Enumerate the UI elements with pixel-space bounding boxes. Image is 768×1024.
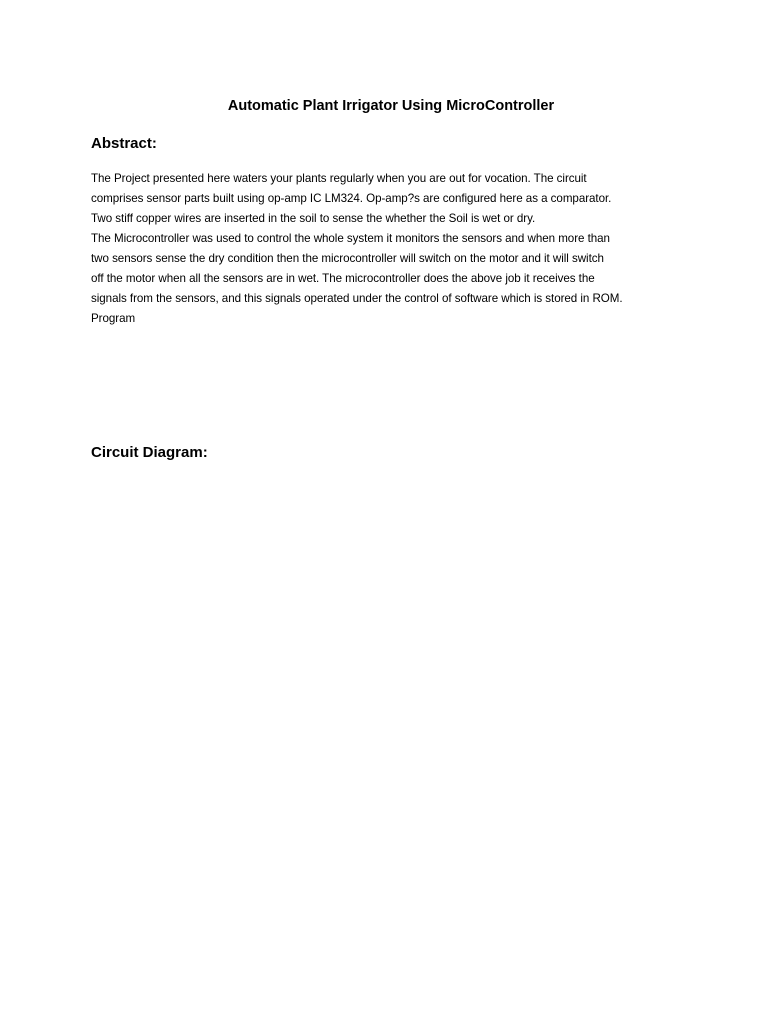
abstract-line: The Microcontroller was used to control the whole system it monitors the sensors and when more than — [91, 232, 610, 245]
abstract-paragraph — [91, 169, 691, 329]
document-title: Automatic Plant Irrigator Using MicroController — [227, 98, 555, 114]
abstract-line: Two stiff copper wires are inserted in the soil to sense the whether the Soil is wet or dry. — [91, 212, 536, 225]
abstract-line: signals from the sensors, and this signals operated under the control of software which is stored in ROM. — [91, 292, 623, 305]
abstract-line: Program — [91, 312, 136, 325]
abstract-line: off the motor when all the sensors are in wet. The microcontroller does the above job it receives the — [91, 272, 595, 285]
abstract-line: two sensors sense the dry condition then the microcontroller will switch on the motor and it will switch — [91, 252, 604, 265]
abstract-line: comprises sensor parts built using op-amp IC LM324. Op-amp?s are configured here as a comparator. — [91, 192, 612, 205]
abstract-heading: Abstract: — [91, 135, 157, 152]
abstract-line: The Project presented here waters your plants regularly when you are out for vocation. The circuit — [91, 172, 587, 185]
circuit-diagram-heading: Circuit Diagram: — [91, 444, 208, 461]
